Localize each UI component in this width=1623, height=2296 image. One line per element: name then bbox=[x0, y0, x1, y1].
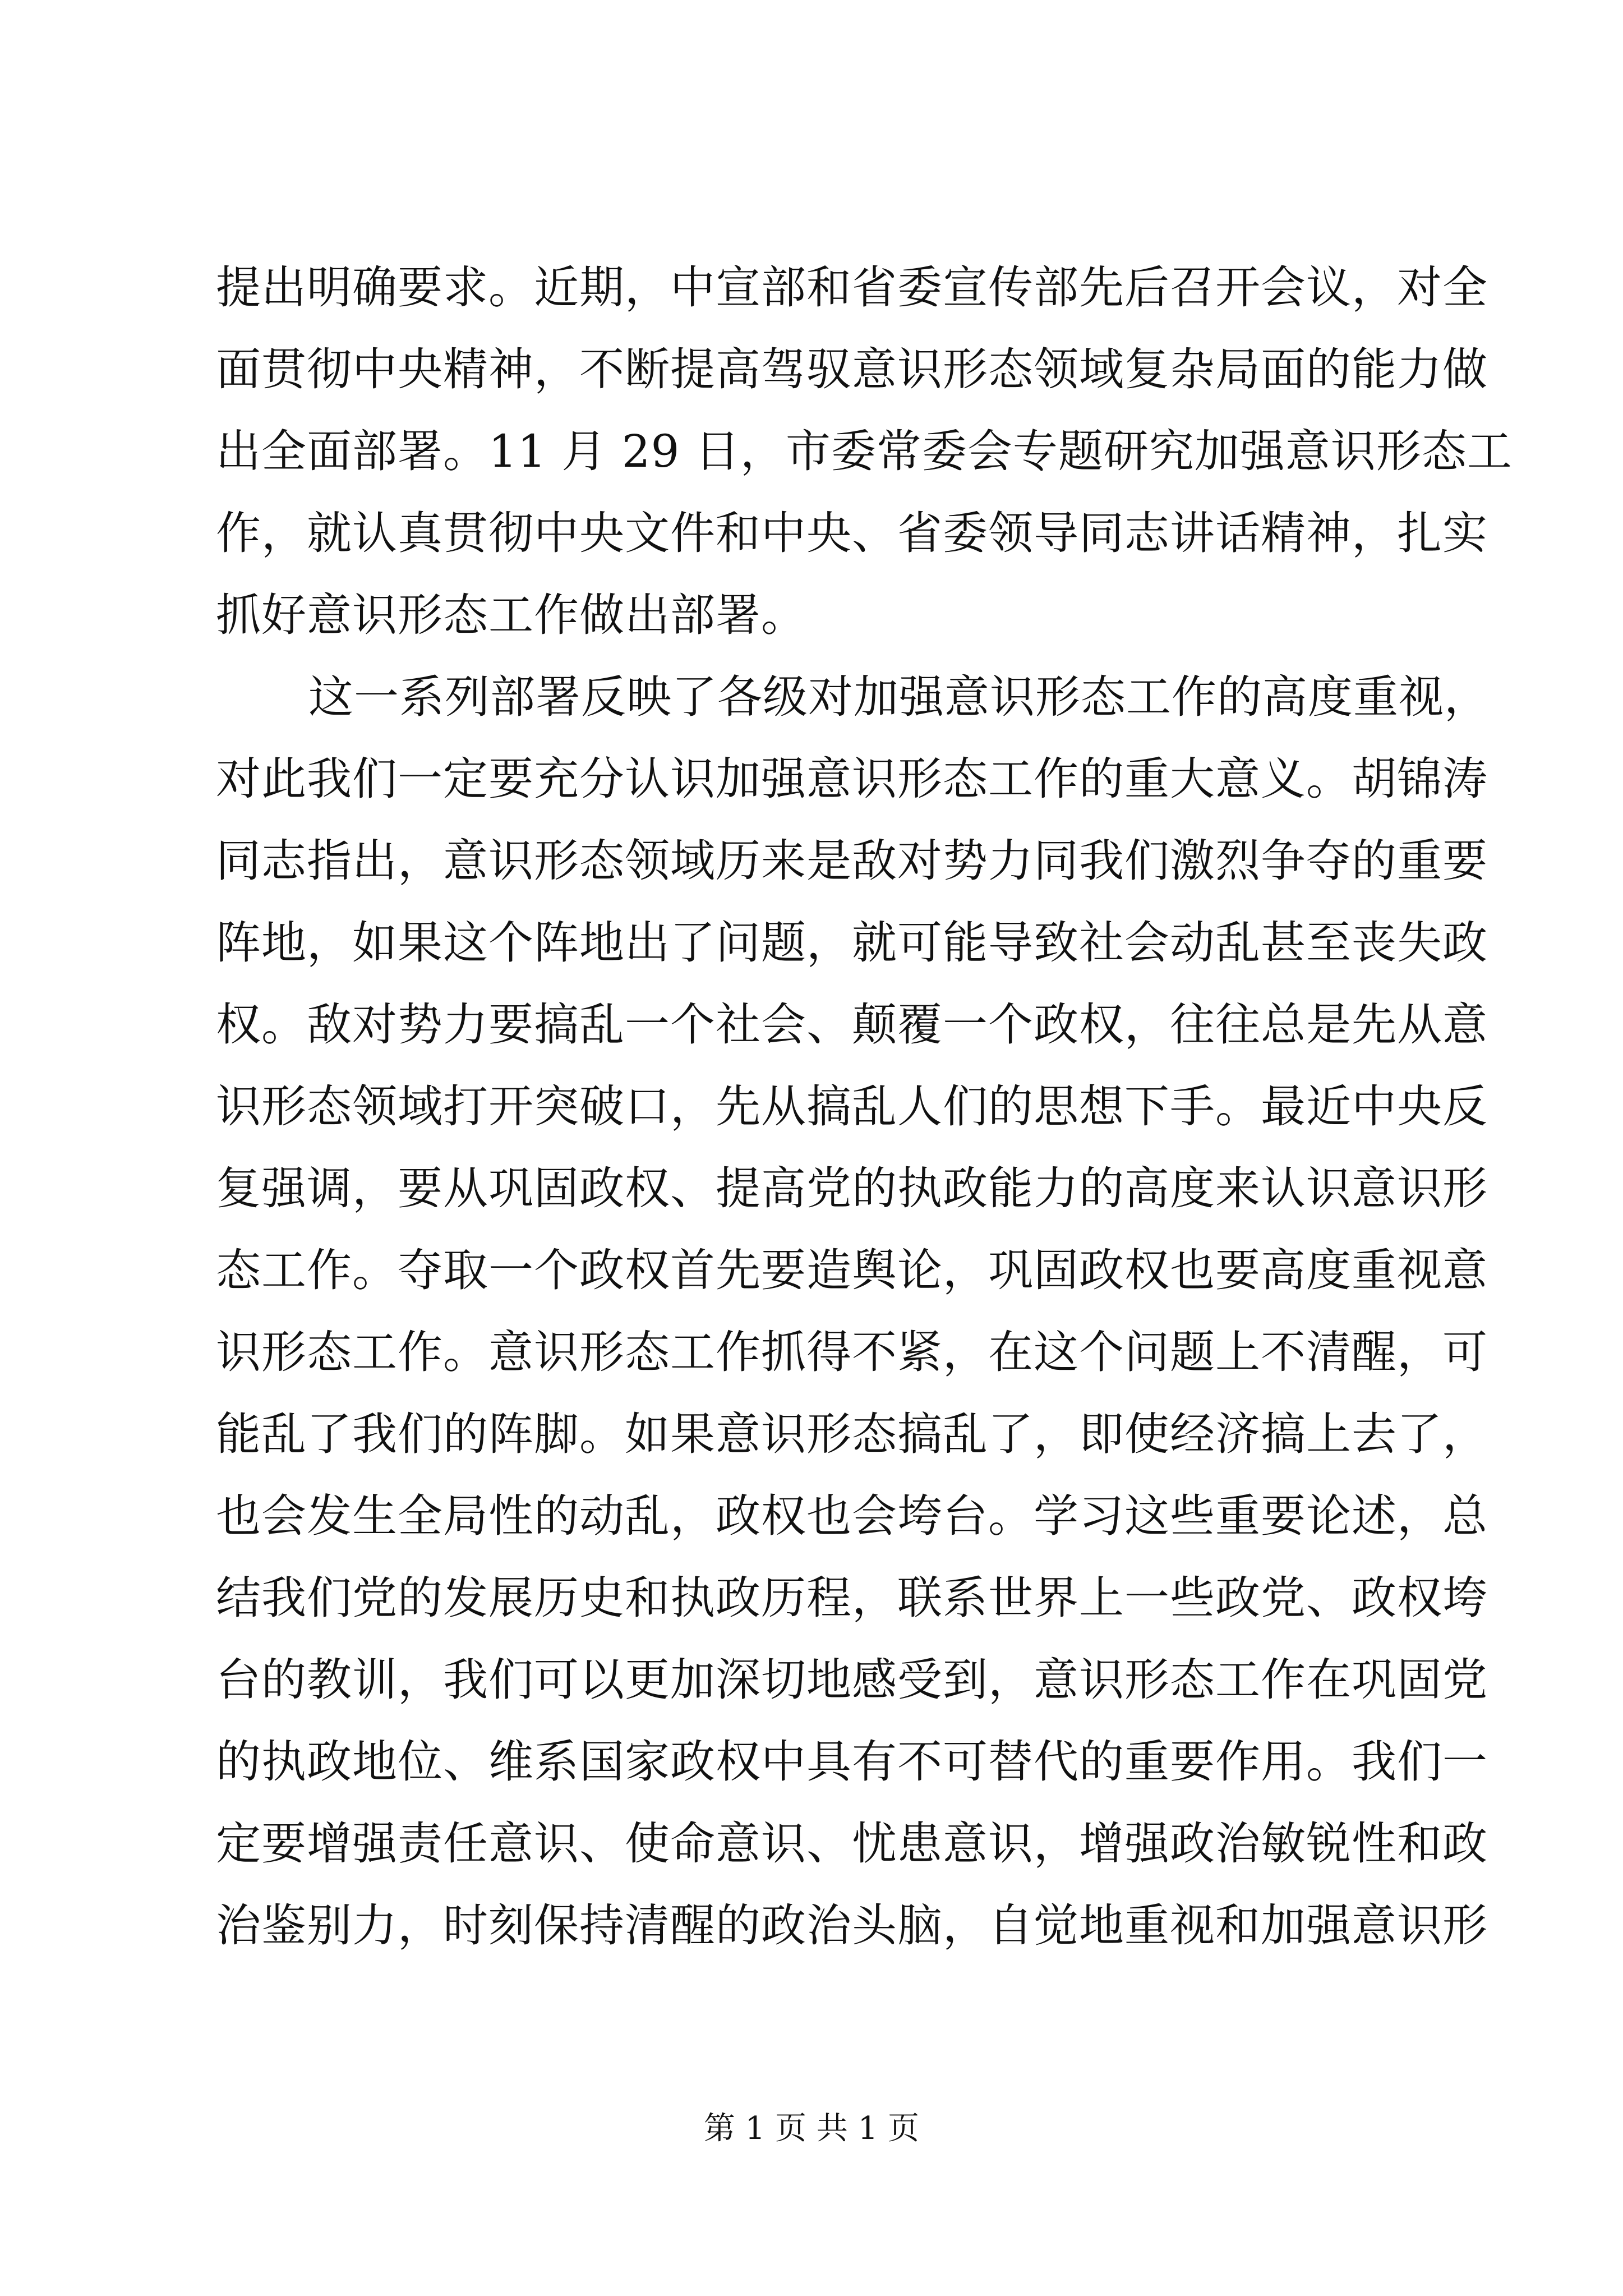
text-line: 复强调，要从巩固政权、提高党的执政能力的高度来认识意识形 bbox=[216, 1162, 1488, 1214]
text-line: 的执政地位、维系国家政权中具有不可替代的重要作用。我们一 bbox=[216, 1736, 1488, 1788]
text-line: 阵地，如果这个阵地出了问题，就可能导致社会动乱甚至丧失政 bbox=[216, 917, 1488, 969]
page-number-label: 第 1 页 共 1 页 bbox=[703, 2110, 920, 2147]
text-line: 权。敌对势力要搞乱一个社会、颠覆一个政权，往往总是先从意 bbox=[216, 999, 1488, 1051]
text-line: 作，就认真贯彻中央文件和中央、省委领导同志讲话精神，扎实 bbox=[216, 507, 1488, 559]
text-line: 抓好意识形态工作做出部署。 bbox=[216, 589, 806, 641]
text-line: 台的教训，我们可以更加深切地感受到，意识形态工作在巩固党 bbox=[216, 1654, 1488, 1706]
page-footer bbox=[0, 2106, 1623, 2151]
text-line: 定要增强责任意识、使命意识、忧患意识，增强政治敏锐性和政 bbox=[216, 1818, 1488, 1870]
body-text bbox=[216, 247, 1513, 1967]
text-line: 提出明确要求。近期，中宣部和省委宣传部先后召开会议，对全 bbox=[216, 261, 1488, 314]
text-line: 能乱了我们的阵脚。如果意识形态搞乱了，即使经济搞上去了， bbox=[216, 1408, 1488, 1460]
text-line: 面贯彻中央精神，不断提高驾驭意识形态领域复杂局面的能力做 bbox=[216, 343, 1488, 395]
text-line: 识形态工作。意识形态工作抓得不紧，在这个问题上不清醒，可 bbox=[216, 1326, 1488, 1378]
text-line: 出全面部署。11 月 29 日，市委常委会专题研究加强意识形态工 bbox=[216, 425, 1513, 477]
text-line: 态工作。夺取一个政权首先要造舆论，巩固政权也要高度重视意 bbox=[216, 1244, 1488, 1296]
text-line: 同志指出，意识形态领域历来是敌对势力同我们激烈争夺的重要 bbox=[216, 835, 1488, 887]
text-line: 对此我们一定要充分认识加强意识形态工作的重大意义。胡锦涛 bbox=[216, 753, 1488, 805]
text-line: 结我们党的发展历史和执政历程，联系世界上一些政党、政权垮 bbox=[216, 1572, 1488, 1624]
text-line: 识形态领域打开突破口，先从搞乱人们的思想下手。最近中央反 bbox=[216, 1080, 1488, 1133]
text-line: 也会发生全局性的动乱，政权也会垮台。学习这些重要论述，总 bbox=[216, 1490, 1488, 1542]
text-line: 治鉴别力，时刻保持清醒的政治头脑，自觉地重视和加强意识形 bbox=[216, 1899, 1488, 1952]
text-line-indented: 这一系列部署反映了各级对加强意识形态工作的高度重视， bbox=[308, 671, 1490, 723]
